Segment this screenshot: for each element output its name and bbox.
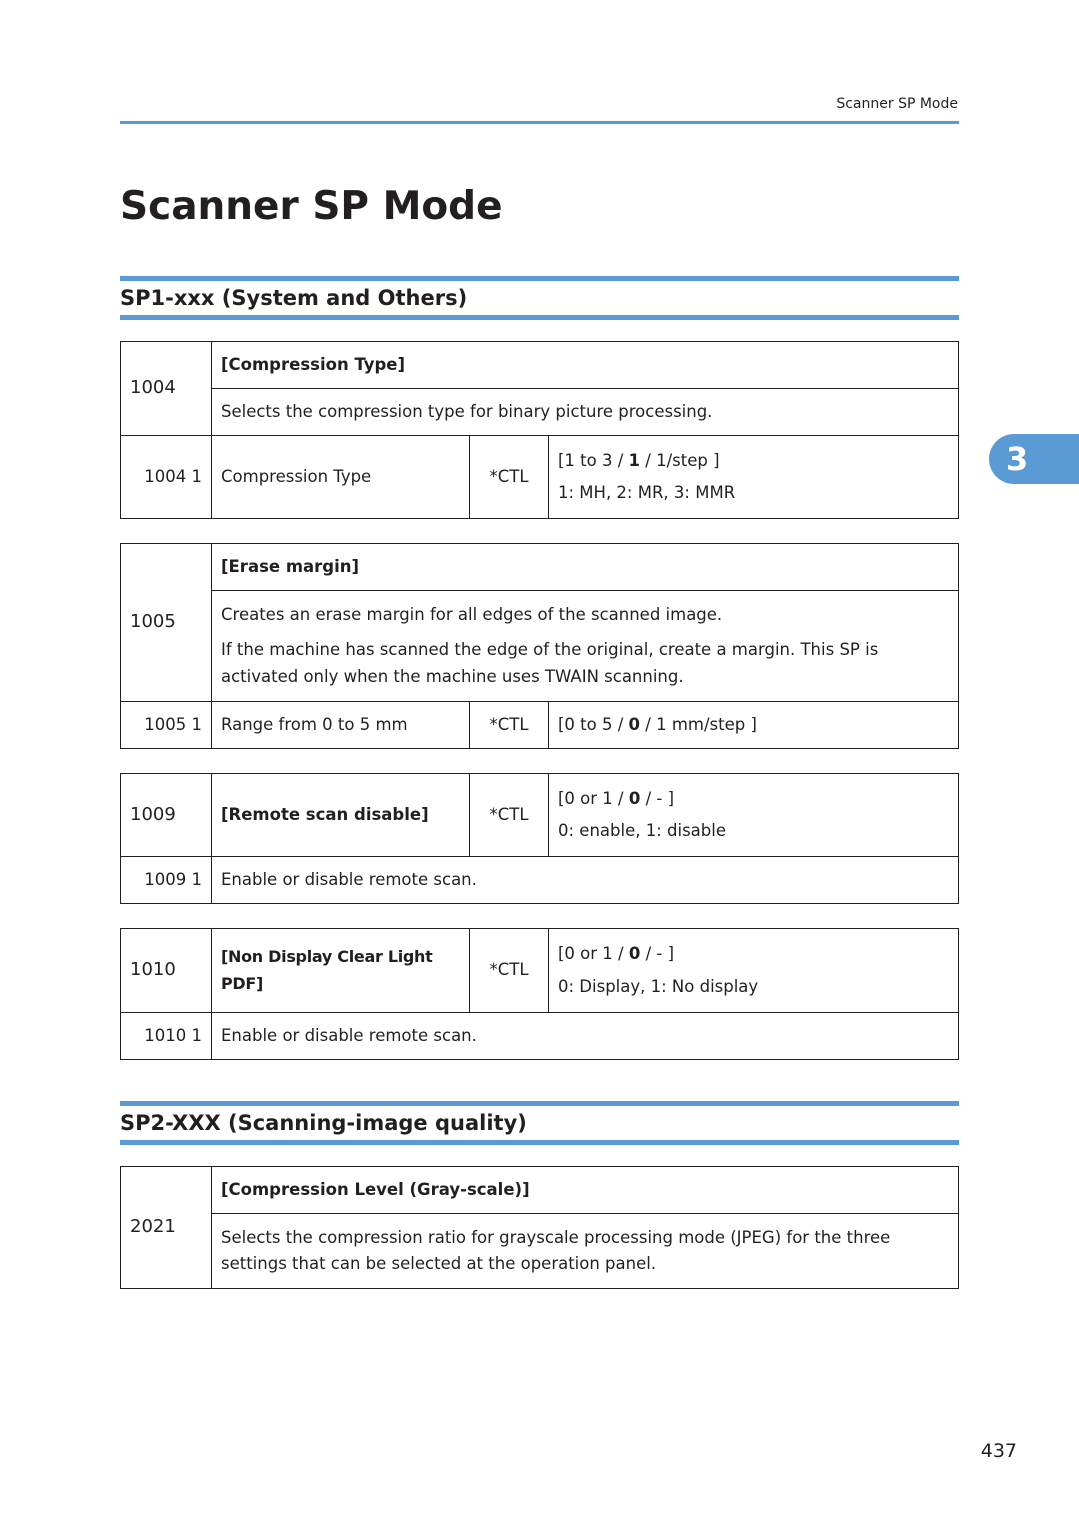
sp-range-note: 1: MH, 2: MR, 3: MMR xyxy=(558,483,736,502)
range-prefix: [1 to 3 / xyxy=(558,450,629,470)
sp-table-1010 xyxy=(120,928,959,1060)
sp-ctl: *CTL xyxy=(470,929,549,1013)
sp-range-cell xyxy=(549,436,959,519)
sp-range-cell xyxy=(549,774,959,857)
range-default: 0 xyxy=(628,788,641,808)
sp-title xyxy=(212,774,470,857)
range-prefix: [0 to 5 / xyxy=(558,714,629,734)
chapter-tab: 3 xyxy=(989,434,1079,484)
sp-sub-number: 1009 1 xyxy=(121,857,212,904)
sp-table-1004 xyxy=(120,341,959,519)
sp-sub-number: 1005 1 xyxy=(121,702,212,749)
sp-description: Selects the compression type for binary picture processing. xyxy=(212,389,959,436)
sp-table-1005 xyxy=(120,543,959,749)
range-suffix: / 1 mm/step ] xyxy=(640,714,757,734)
sp-sub-number: 1010 1 xyxy=(121,1013,212,1060)
range-suffix: / 1/step ] xyxy=(640,450,720,470)
sp-sub-number: 1004 1 xyxy=(121,436,212,519)
range-prefix: [0 or 1 / xyxy=(558,944,629,964)
sp-ctl: *CTL xyxy=(470,436,549,519)
sp-description: Selects the compression ratio for grayscale processing mode (JPEG) for the three settings that can be selected at the operation panel. xyxy=(212,1214,959,1289)
header-rule xyxy=(120,121,959,124)
page-title: Scanner SP Mode xyxy=(120,184,503,229)
sp-number: 2021 xyxy=(121,1167,212,1289)
sp-table-1009 xyxy=(120,773,959,904)
sp-range-note: 0: enable, 1: disable xyxy=(558,821,726,840)
sp-description-line: Creates an erase margin for all edges of the scanned image. xyxy=(221,604,723,624)
sp-title xyxy=(212,544,959,591)
sp-title-text: [Erase margin] xyxy=(221,556,360,576)
sp-range xyxy=(558,448,949,474)
sp-title xyxy=(212,929,470,1013)
sp-number: 1009 xyxy=(121,774,212,857)
sp-sub-description: Enable or disable remote scan. xyxy=(212,1013,959,1060)
sp-title xyxy=(212,342,959,389)
sp-table-2021 xyxy=(120,1166,959,1289)
sp-ctl: *CTL xyxy=(470,774,549,857)
sp-range-cell xyxy=(549,702,959,749)
range-default: 0 xyxy=(628,944,641,964)
sp-number: 1010 xyxy=(121,929,212,1013)
sp-sub-name: Compression Type xyxy=(212,436,470,519)
sp-range-note: 0: Display, 1: No display xyxy=(558,976,759,996)
sp-number: 1005 xyxy=(121,544,212,702)
sp-sub-description: Enable or disable remote scan. xyxy=(212,857,959,904)
range-suffix: / - ] xyxy=(640,788,675,808)
range-default: 0 xyxy=(628,714,641,734)
section-heading-sp2 xyxy=(120,1101,959,1145)
range-prefix: [0 or 1 / xyxy=(558,788,629,808)
sp-ctl: *CTL xyxy=(470,702,549,749)
sp-title-text: [Compression Type] xyxy=(221,354,406,374)
sp-title-text: [Non Display Clear Light PDF] xyxy=(221,947,433,993)
sp-range xyxy=(558,786,949,812)
sp-sub-name: Range from 0 to 5 mm xyxy=(212,702,470,749)
section-heading-sp1 xyxy=(120,276,959,320)
page-number: 437 xyxy=(980,1440,1017,1462)
sp-range xyxy=(558,941,949,967)
section-title: SP2-XXX (Scanning-image quality) xyxy=(120,1111,527,1135)
range-suffix: / - ] xyxy=(640,944,675,964)
sp-range-cell xyxy=(549,929,959,1013)
sp-description-line: If the machine has scanned the edge of the original, create a margin. This SP is activated only when the machine uses TWAIN scanning. xyxy=(221,640,879,686)
sp-title xyxy=(212,1167,959,1214)
running-head: Scanner SP Mode xyxy=(836,96,958,112)
sp-title-text: [Compression Level (Gray-scale)] xyxy=(221,1179,530,1199)
sp-title-text: [Remote scan disable] xyxy=(221,804,429,824)
sp-number: 1004 xyxy=(121,342,212,436)
section-title: SP1-xxx (System and Others) xyxy=(120,286,468,310)
sp-description xyxy=(212,591,959,702)
range-default: 1 xyxy=(628,450,641,470)
